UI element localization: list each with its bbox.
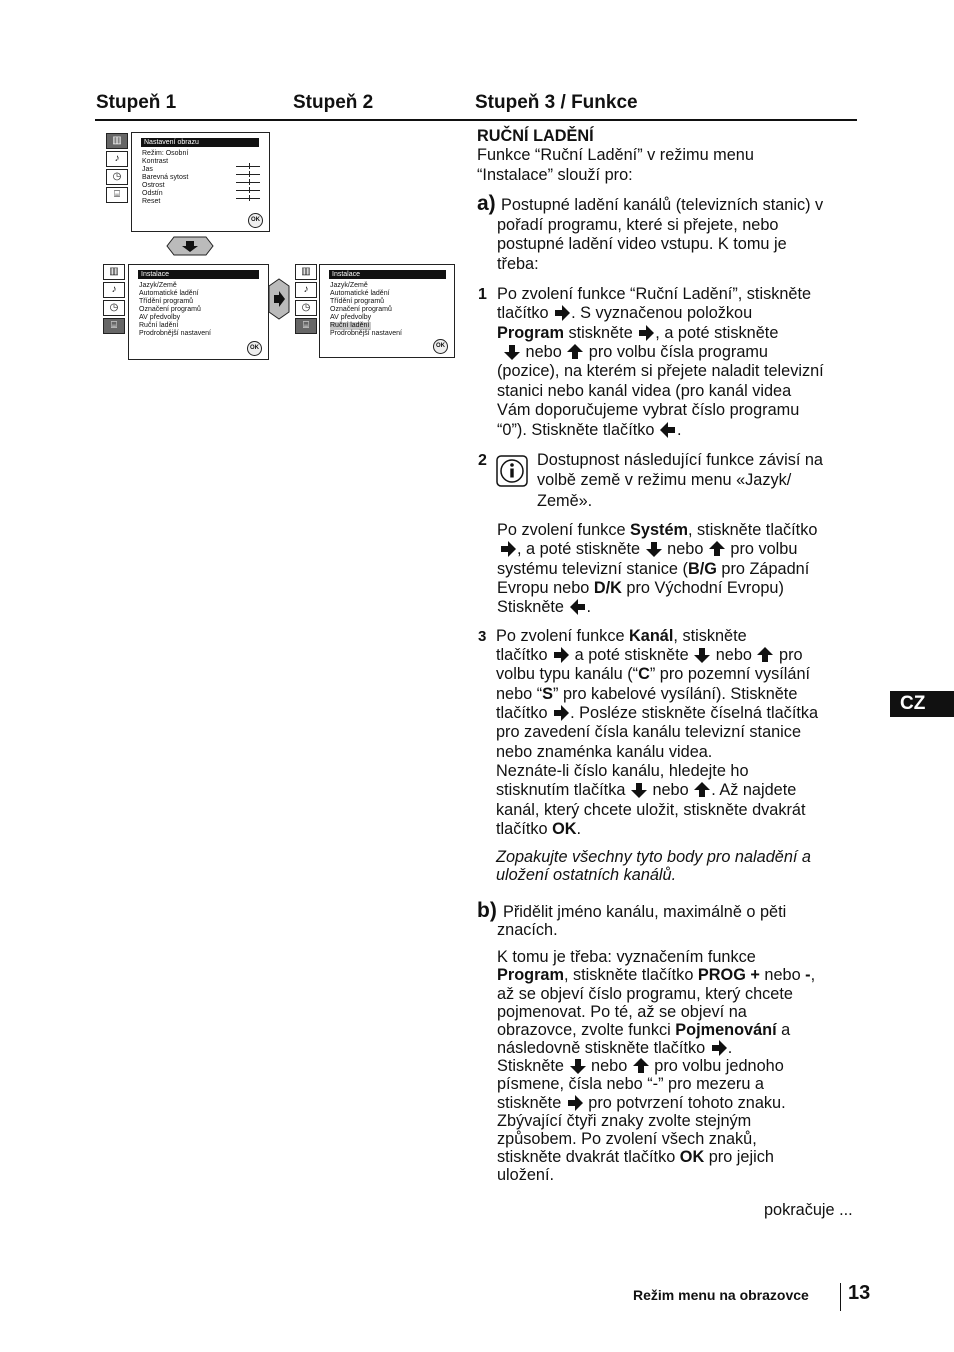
slider-bar	[236, 162, 260, 170]
left-arrow-icon	[569, 598, 587, 616]
paragraph-line: systému televizní stanice (B/G pro Západní	[497, 560, 810, 578]
step1-menu-icons	[106, 133, 128, 205]
screen-menu-list	[330, 282, 402, 338]
sound-menu-icon: ♪	[295, 282, 317, 298]
paragraph-line: postupné ladění video vstupu. K tomu je	[497, 235, 787, 253]
italic-note: Zopakujte všechny tyto body pro naladění a	[496, 848, 811, 866]
paragraph-line: třeba:	[497, 255, 539, 273]
paragraph-line: uložení.	[497, 1166, 555, 1184]
slider-bar	[236, 186, 260, 194]
installation-screen-manual	[319, 264, 455, 358]
installation-menu-icon: ⌸	[295, 318, 317, 334]
paragraph-line: obrazovce, zvolte funkci Pojmenování a	[497, 1021, 791, 1039]
down-arrow-icon	[630, 781, 648, 799]
right-arrow-icon	[710, 1039, 728, 1057]
down-arrow-icon	[503, 343, 521, 361]
picture-menu-icon: ▥	[106, 133, 128, 149]
intro-line: Funkce “Ruční Ladění” v režimu menu	[477, 146, 754, 164]
paragraph-line: pojmenovat. Po té, až se objeví na	[497, 1003, 747, 1021]
paragraph-line: pro zavedení čísla kanálu televizní stanice	[496, 723, 801, 741]
menu-item: Označení programů	[330, 306, 392, 313]
italic-note: uložení ostatních kanálů.	[496, 866, 677, 884]
right-arrow-icon	[637, 324, 655, 342]
paragraph-line: “0”). Stiskněte tlačítko .	[497, 421, 682, 439]
paragraph-line: nebo znaménka kanálu videa.	[496, 743, 713, 761]
right-arrow-icon	[552, 646, 570, 664]
paragraph-line: K tomu je třeba: vyznačením funkce	[497, 948, 756, 966]
info-icon	[496, 455, 528, 487]
right-arrow-icon	[553, 304, 571, 322]
picture-menu-icon: ▥	[103, 264, 125, 280]
header-rule	[95, 119, 857, 121]
step3-menu-icons	[295, 264, 317, 336]
menu-item: Ostrost	[142, 182, 165, 189]
menu-item: Reset	[142, 198, 161, 205]
intro-line: “Instalace” slouží pro:	[477, 166, 633, 184]
menu-item: Barevná sytost	[142, 174, 189, 181]
ok-button-icon: OK	[248, 213, 263, 228]
up-arrow-icon	[693, 781, 711, 799]
paragraph-line: tlačítko . Posléze stiskněte číselná tlačítka	[496, 704, 819, 722]
menu-item: Jas	[142, 166, 153, 173]
timer-menu-icon: ◷	[106, 169, 128, 185]
menu-item: Odstín	[142, 190, 163, 197]
paragraph-line: Postupné ladění kanálů (televizních stanic) v	[501, 196, 824, 214]
menu-item: Automatické ladění	[330, 290, 390, 297]
footer-section-title: Režim menu na obrazovce	[633, 1287, 809, 1303]
menu-item: Jazyk/Země	[139, 282, 177, 289]
page-number: 13	[848, 1282, 871, 1304]
menu-item: AV předvolby	[139, 314, 181, 321]
down-button-icon	[166, 236, 214, 256]
paragraph-line: , a poté stiskněte nebo pro volbu	[499, 540, 797, 559]
screen-menu-list	[142, 150, 188, 206]
paragraph-line: stanici nebo kanál videa (pro kanál videa	[497, 382, 792, 400]
paragraph-line: volbě země v režimu menu «Jazyk/	[537, 471, 792, 489]
ok-button-icon: OK	[247, 341, 262, 356]
screen-title: Instalace	[329, 270, 446, 279]
paragraph-line: Stiskněte nebo pro volbu jednoho	[497, 1057, 784, 1075]
menu-item: Kontrast	[142, 158, 169, 165]
paragraph-line: Neznáte-li číslo kanálu, hledejte ho	[496, 762, 749, 780]
step3-heading: Stupeň 3 / Funkce	[475, 92, 638, 113]
installation-screen	[128, 264, 269, 360]
slider-bar	[236, 178, 260, 186]
down-arrow-icon	[569, 1057, 587, 1075]
left-arrow-icon	[659, 421, 677, 439]
paragraph-line: Evropu nebo D/K pro Východní Evropu)	[497, 579, 784, 597]
right-button-icon	[268, 278, 290, 320]
slider-bars	[236, 162, 260, 202]
up-arrow-icon	[756, 646, 774, 664]
menu-item: Režim: Osobní	[142, 150, 189, 157]
menu-item: AV předvolby	[330, 314, 372, 321]
timer-menu-icon: ◷	[103, 300, 125, 316]
step2-heading: Stupeň 2	[293, 92, 374, 113]
paragraph-line: volbu typu kanálu (“C” pro pozemní vysílání	[496, 665, 811, 683]
screen-title: Nastavení obrazu	[141, 138, 259, 147]
paragraph-line: tlačítko a poté stiskněte nebo pro	[496, 646, 803, 664]
sound-menu-icon: ♪	[106, 151, 128, 167]
paragraph-line: následovně stiskněte tlačítko .	[497, 1039, 733, 1057]
up-arrow-icon	[708, 540, 726, 558]
paragraph-line: Program stiskněte , a poté stiskněte	[497, 324, 779, 342]
slider-bar	[236, 194, 260, 202]
paragraph-line: kanál, který chcete uložit, stiskněte dvakrát	[496, 801, 806, 819]
section-heading: RUČNÍ LADĚNÍ	[477, 127, 594, 145]
step-number: 3	[478, 628, 487, 645]
paragraph-line: Po zvolení funkce “Ruční Ladění”, stiskněte	[497, 285, 812, 303]
paragraph-line: stiskněte dvakrát tlačítko OK pro jejich	[497, 1148, 774, 1166]
paragraph-line: Po zvolení funkce Systém, stiskněte tlačítko	[497, 521, 818, 539]
paragraph-line: nebo “S” pro kabelové vysílání). Stiskněte	[496, 685, 798, 703]
paragraph-line: (pozice), na kterém si přejete naladit televizní	[497, 362, 824, 380]
menu-item: Třídění programů	[330, 298, 385, 305]
paragraph-line: Zbývající čtyři znaky zvolte stejným	[497, 1112, 752, 1130]
paragraph-line: Přidělit jméno kanálu, maximálně o pěti	[503, 903, 787, 921]
footer-divider	[840, 1283, 841, 1311]
installation-menu-icon: ⌸	[106, 187, 128, 203]
paragraph-line: nebo pro volbu čísla programu	[503, 343, 768, 362]
screen-menu-list	[139, 282, 211, 338]
paragraph-line: stiskněte pro potvrzení tohoto znaku.	[497, 1094, 786, 1112]
paragraph-line: Stiskněte .	[497, 598, 592, 616]
right-arrow-icon	[566, 1094, 584, 1112]
up-arrow-icon	[632, 1057, 650, 1075]
menu-item: Ruční ladění	[139, 322, 179, 329]
item-b-letter: b)	[477, 899, 497, 922]
paragraph-line: písmene, čísla nebo “-” pro mezeru a	[497, 1075, 764, 1093]
paragraph-line: tlačítko OK.	[496, 820, 582, 838]
paragraph-line: až se objeví číslo programu, který chcete	[497, 985, 793, 1003]
up-arrow-icon	[566, 343, 584, 361]
picture-menu-icon: ▥	[295, 264, 317, 280]
paragraph-line: Vám doporučujeme vybrat číslo programu	[497, 401, 800, 419]
menu-item: Prodrobnější nastavení	[139, 330, 211, 337]
step-number: 2	[478, 452, 487, 469]
paragraph-line: stisknutím tlačítka nebo . Až najdete	[496, 781, 797, 799]
down-arrow-icon	[645, 540, 663, 558]
menu-item-highlighted: Ruční ladění	[330, 322, 370, 329]
item-a-letter: a)	[477, 192, 496, 215]
slider-bar	[236, 170, 260, 178]
down-arrow-icon	[693, 646, 711, 664]
paragraph-line: tlačítko . S vyznačenou položkou	[497, 304, 753, 322]
step-number: 1	[478, 286, 487, 303]
sound-menu-icon: ♪	[103, 282, 125, 298]
paragraph-line: Dostupnost následující funkce závisí na	[537, 451, 823, 469]
paragraph-line: Země».	[537, 492, 593, 510]
right-arrow-icon	[499, 540, 517, 558]
paragraph-line: pořadí programu, které si přejete, nebo	[497, 216, 779, 234]
paragraph-line: Po zvolení funkce Kanál, stiskněte	[496, 627, 747, 645]
picture-settings-screen	[131, 132, 270, 232]
screen-title: Instalace	[138, 270, 259, 279]
timer-menu-icon: ◷	[295, 300, 317, 316]
installation-menu-icon: ⌸	[103, 318, 125, 334]
menu-item: Jazyk/Země	[330, 282, 368, 289]
paragraph-line: Program, stiskněte tlačítko PROG + nebo -,	[497, 966, 816, 984]
step2-menu-icons	[103, 264, 125, 336]
paragraph-line: způsobem. Po zvolení všech znaků,	[497, 1130, 757, 1148]
menu-item: Třídění programů	[139, 298, 194, 305]
paragraph-line: znacích.	[497, 921, 558, 939]
step1-heading: Stupeň 1	[96, 92, 177, 113]
continued-note: pokračuje ...	[764, 1201, 853, 1219]
ok-button-icon: OK	[433, 339, 448, 354]
language-tab: CZ	[890, 691, 954, 717]
menu-item: Prodrobnější nastavení	[330, 330, 402, 337]
menu-item: Označení programů	[139, 306, 201, 313]
right-arrow-icon	[552, 704, 570, 722]
menu-item: Automatické ladění	[139, 290, 199, 297]
